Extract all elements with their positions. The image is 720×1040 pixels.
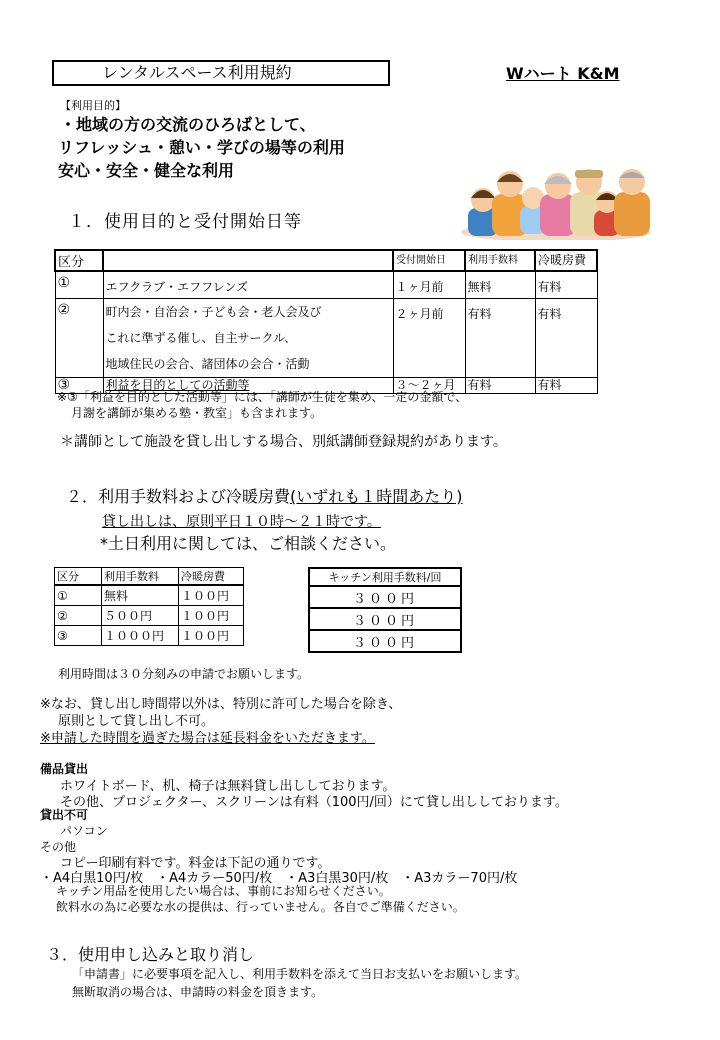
section1-heading: １．使用目的と受付開始日等 (68, 212, 302, 232)
equipment-line: コピー印刷有料です。料金は下記の通りです。 (60, 856, 331, 871)
brand-name: Wハート K&M (506, 64, 620, 83)
time-unit-note: 利用時間は３０分刻みの申請でお願いします。 (58, 667, 310, 681)
section2-heading-note: (いずれも１時間あたり) (290, 487, 463, 506)
row-fee: ５００円 (102, 606, 179, 626)
note-lesson-2: 月謝を講師が集める塾・教室」も含まれます。 (71, 406, 323, 420)
row-start: １ヶ月前 (393, 271, 465, 298)
purpose-label: 【利用目的】 (60, 99, 126, 112)
table-row (55, 626, 244, 646)
row-fee: 無料 (465, 271, 535, 298)
row-ac: １００円 (179, 606, 244, 626)
kitchen-fee: ３００円 (309, 630, 461, 652)
purpose-line-1: ・地域の方の交流のひろばとして、 (60, 115, 316, 134)
row-fee: 無料 (102, 585, 179, 606)
equipment-line: ホワイトボード、机、椅子は無料貸し出ししております。 (60, 779, 396, 794)
row-fee: １０００円 (102, 626, 179, 646)
row-ac: 有料 (535, 377, 597, 393)
weekend-note: *土日利用に関しては、ご相談ください。 (100, 534, 397, 553)
equipment-line: キッチン用品を使用したい場合は、事前にお知らせください。 (56, 884, 391, 898)
table-header: 受付開始日 (393, 250, 465, 271)
purpose-line-3: 安心・安全・健全な利用 (58, 161, 235, 180)
row-desc-line: これに準ずる催し、自主サークル、 (105, 330, 297, 345)
row-start: ３～２ヶ月 (393, 377, 465, 393)
equipment-line: パソコン (60, 824, 108, 838)
row-desc: 利益を目的としての活動等 (103, 377, 393, 393)
row-id: ③ (55, 377, 103, 393)
table-row (309, 608, 461, 630)
table-row (309, 586, 461, 608)
row-start: ２ヶ月前 (393, 298, 465, 377)
kitchen-fee: ３００円 (309, 586, 461, 608)
section2-heading-main: ２．利用手数料および冷暖房費 (66, 487, 291, 506)
row-desc (103, 298, 393, 377)
table-row (55, 271, 597, 298)
not-for-rent-heading: 貸出不可 (40, 808, 89, 822)
row-ac: １００円 (179, 626, 244, 646)
family-illustration (458, 168, 654, 240)
row-id: ② (55, 298, 103, 377)
section2-heading (66, 484, 463, 507)
equipment-heading: 備品貸出 (40, 762, 89, 776)
table-header: キッチン利用手数料/回 (309, 568, 461, 586)
row-id: ③ (55, 626, 102, 646)
row-desc-line: 町内会・自治会・子ども会・老人会及び (105, 304, 322, 319)
table-header-row (55, 568, 244, 586)
kitchen-table (308, 567, 462, 653)
table-header: 区分 (55, 568, 102, 586)
note-lesson-1: ※③「利益を目的とした活動等」には、「講師が生徒を集め、一定の金額で、 (57, 390, 468, 404)
row-fee: 有料 (465, 377, 535, 393)
application-note: 「申請書」に必要事項を記入し、利用手数料を添えて当日お支払いをお願いします。 (72, 967, 528, 981)
row-ac: １００円 (179, 585, 244, 606)
table-header-row (55, 250, 597, 271)
row-id: ① (55, 271, 103, 298)
row-desc: エフクラブ・エフフレンズ (103, 271, 393, 298)
cancellation-note: 無断取消の場合は、申請時の料金を頂きます。 (72, 985, 324, 999)
table-header: 冷暖房費 (179, 568, 244, 586)
other-heading: その他 (40, 840, 77, 854)
outside-hours-note-1: ※なお、貸し出し時間帯以外は、特別に許可した場合を除き、 (40, 697, 402, 712)
note-instructor: ＊講師として施設を貸し出しする場合、別紙講師登録規約があります。 (60, 434, 507, 450)
section3-heading: ３．使用申し込みと取り消し (46, 945, 255, 964)
equipment-line: その他、プロジェクター、スクリーンは有料（100円/回）にて貸し出ししております。 (60, 795, 568, 810)
table-header: 利用手数料 (102, 568, 179, 586)
row-id: ② (55, 606, 102, 626)
table-header: 冷暖房費 (535, 250, 597, 271)
table-header (103, 250, 393, 271)
usage-table (54, 249, 598, 394)
extension-fee-note: ※申請した時間を過ぎた場合は延長料金をいただきます。 (40, 731, 375, 746)
kitchen-fee: ３００円 (309, 608, 461, 630)
outside-hours-note-2: 原則として貸し出し不可。 (58, 714, 215, 729)
equipment-line: 飲料水の為に必要な水の提供は、行っていません。各自でご準備ください。 (56, 900, 465, 914)
table-row (55, 298, 597, 377)
table-row (55, 585, 244, 606)
row-id: ① (55, 585, 102, 606)
copy-prices: ・A4白黒10円/枚 ・A4カラー50円/枚 ・A3白黒30円/枚 ・A3カラー70円/枚 (40, 871, 518, 886)
table-row (55, 606, 244, 626)
table-header: 利用手数料 (465, 250, 535, 271)
fee-table (54, 567, 244, 646)
table-row (309, 630, 461, 652)
row-ac: 有料 (535, 271, 597, 298)
row-fee: 有料 (465, 298, 535, 377)
rental-hours: 貸し出しは、原則平日１０時～２１時です。 (102, 514, 381, 530)
row-ac: 有料 (535, 298, 597, 377)
purpose-line-2: リフレッシュ・憩い・学びの場等の利用 (58, 138, 345, 157)
row-desc-line: 地域住民の会合、諸団体の会合・活動 (105, 356, 310, 371)
page-title: レンタルスペース利用規約 (52, 60, 390, 86)
table-header: 区分 (55, 250, 103, 271)
